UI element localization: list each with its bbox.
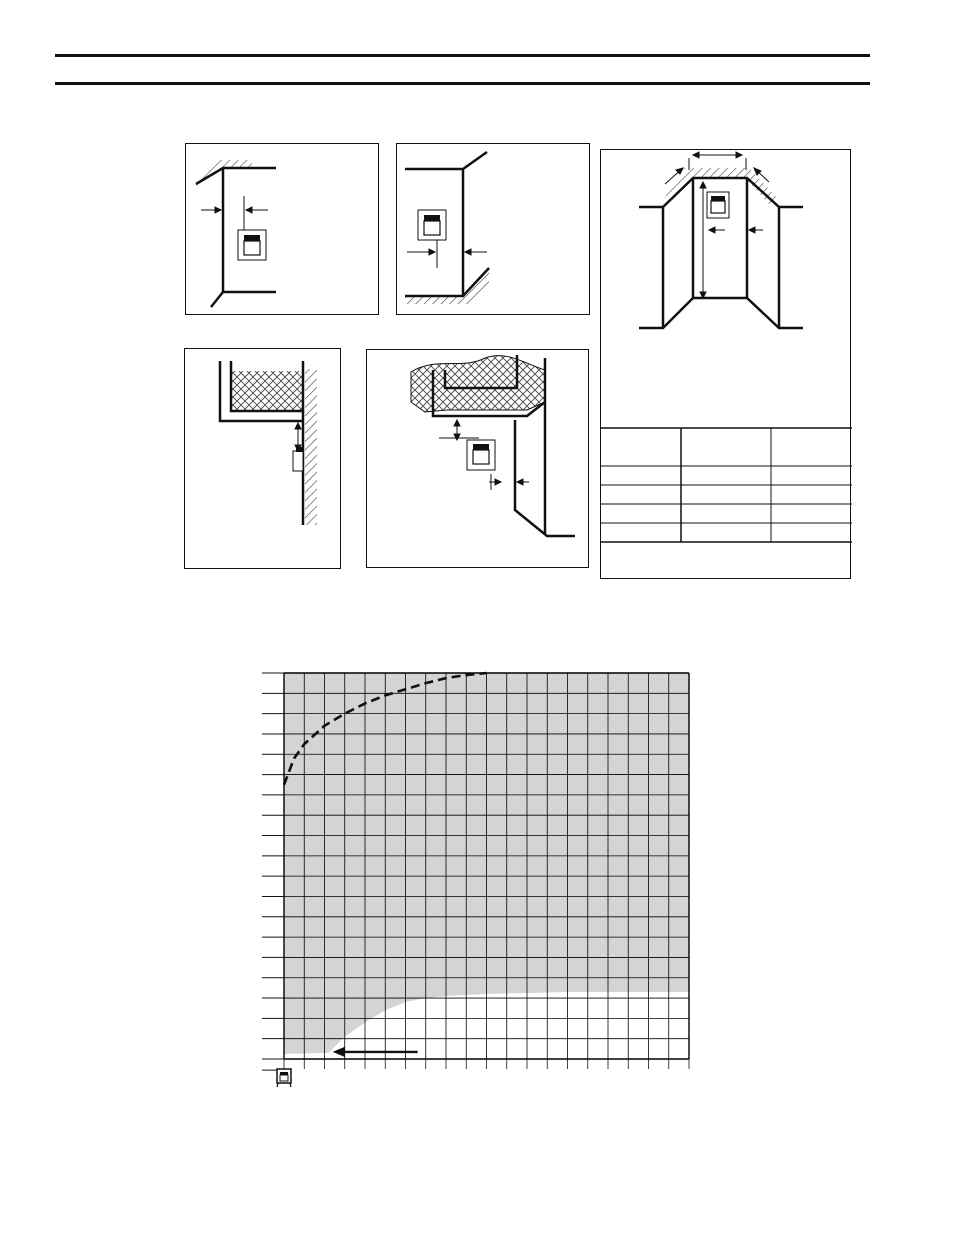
header-rule-bottom: [55, 82, 870, 85]
chart-grid: [284, 673, 689, 1059]
clearance-arrow: [201, 196, 268, 232]
hatched-wall-bottom: [405, 272, 489, 304]
header-rule-top: [55, 54, 870, 57]
diagram-alcove-clearance: [600, 149, 851, 579]
cabinet: [220, 361, 303, 421]
arrow-head: [333, 1047, 345, 1057]
ceiling-insulation: [411, 356, 545, 412]
chart-x-ticks: [284, 1059, 689, 1069]
stove-icon: [238, 230, 266, 260]
clearance-arrow: [407, 236, 487, 268]
stove-icon: [277, 1069, 291, 1087]
clearance-chart: [255, 665, 700, 1105]
clearance-table: [601, 428, 852, 542]
chart-y-ticks: [262, 673, 284, 1070]
clearance-arrow: [295, 423, 301, 451]
diagram-overhead-cabinet-clearance: [184, 348, 341, 569]
stove-icon: [418, 210, 446, 240]
stove-icon: [293, 447, 303, 471]
diagram-ceiling-clearance: [366, 349, 589, 568]
arrow-left-icon: [333, 1047, 418, 1057]
hatched-wall-right: [303, 369, 317, 525]
stove-icon: [467, 440, 495, 470]
stove-icon: [707, 192, 729, 218]
diagram-right-wall-clearance: [396, 143, 590, 315]
diagram-left-wall-clearance: [185, 143, 379, 315]
